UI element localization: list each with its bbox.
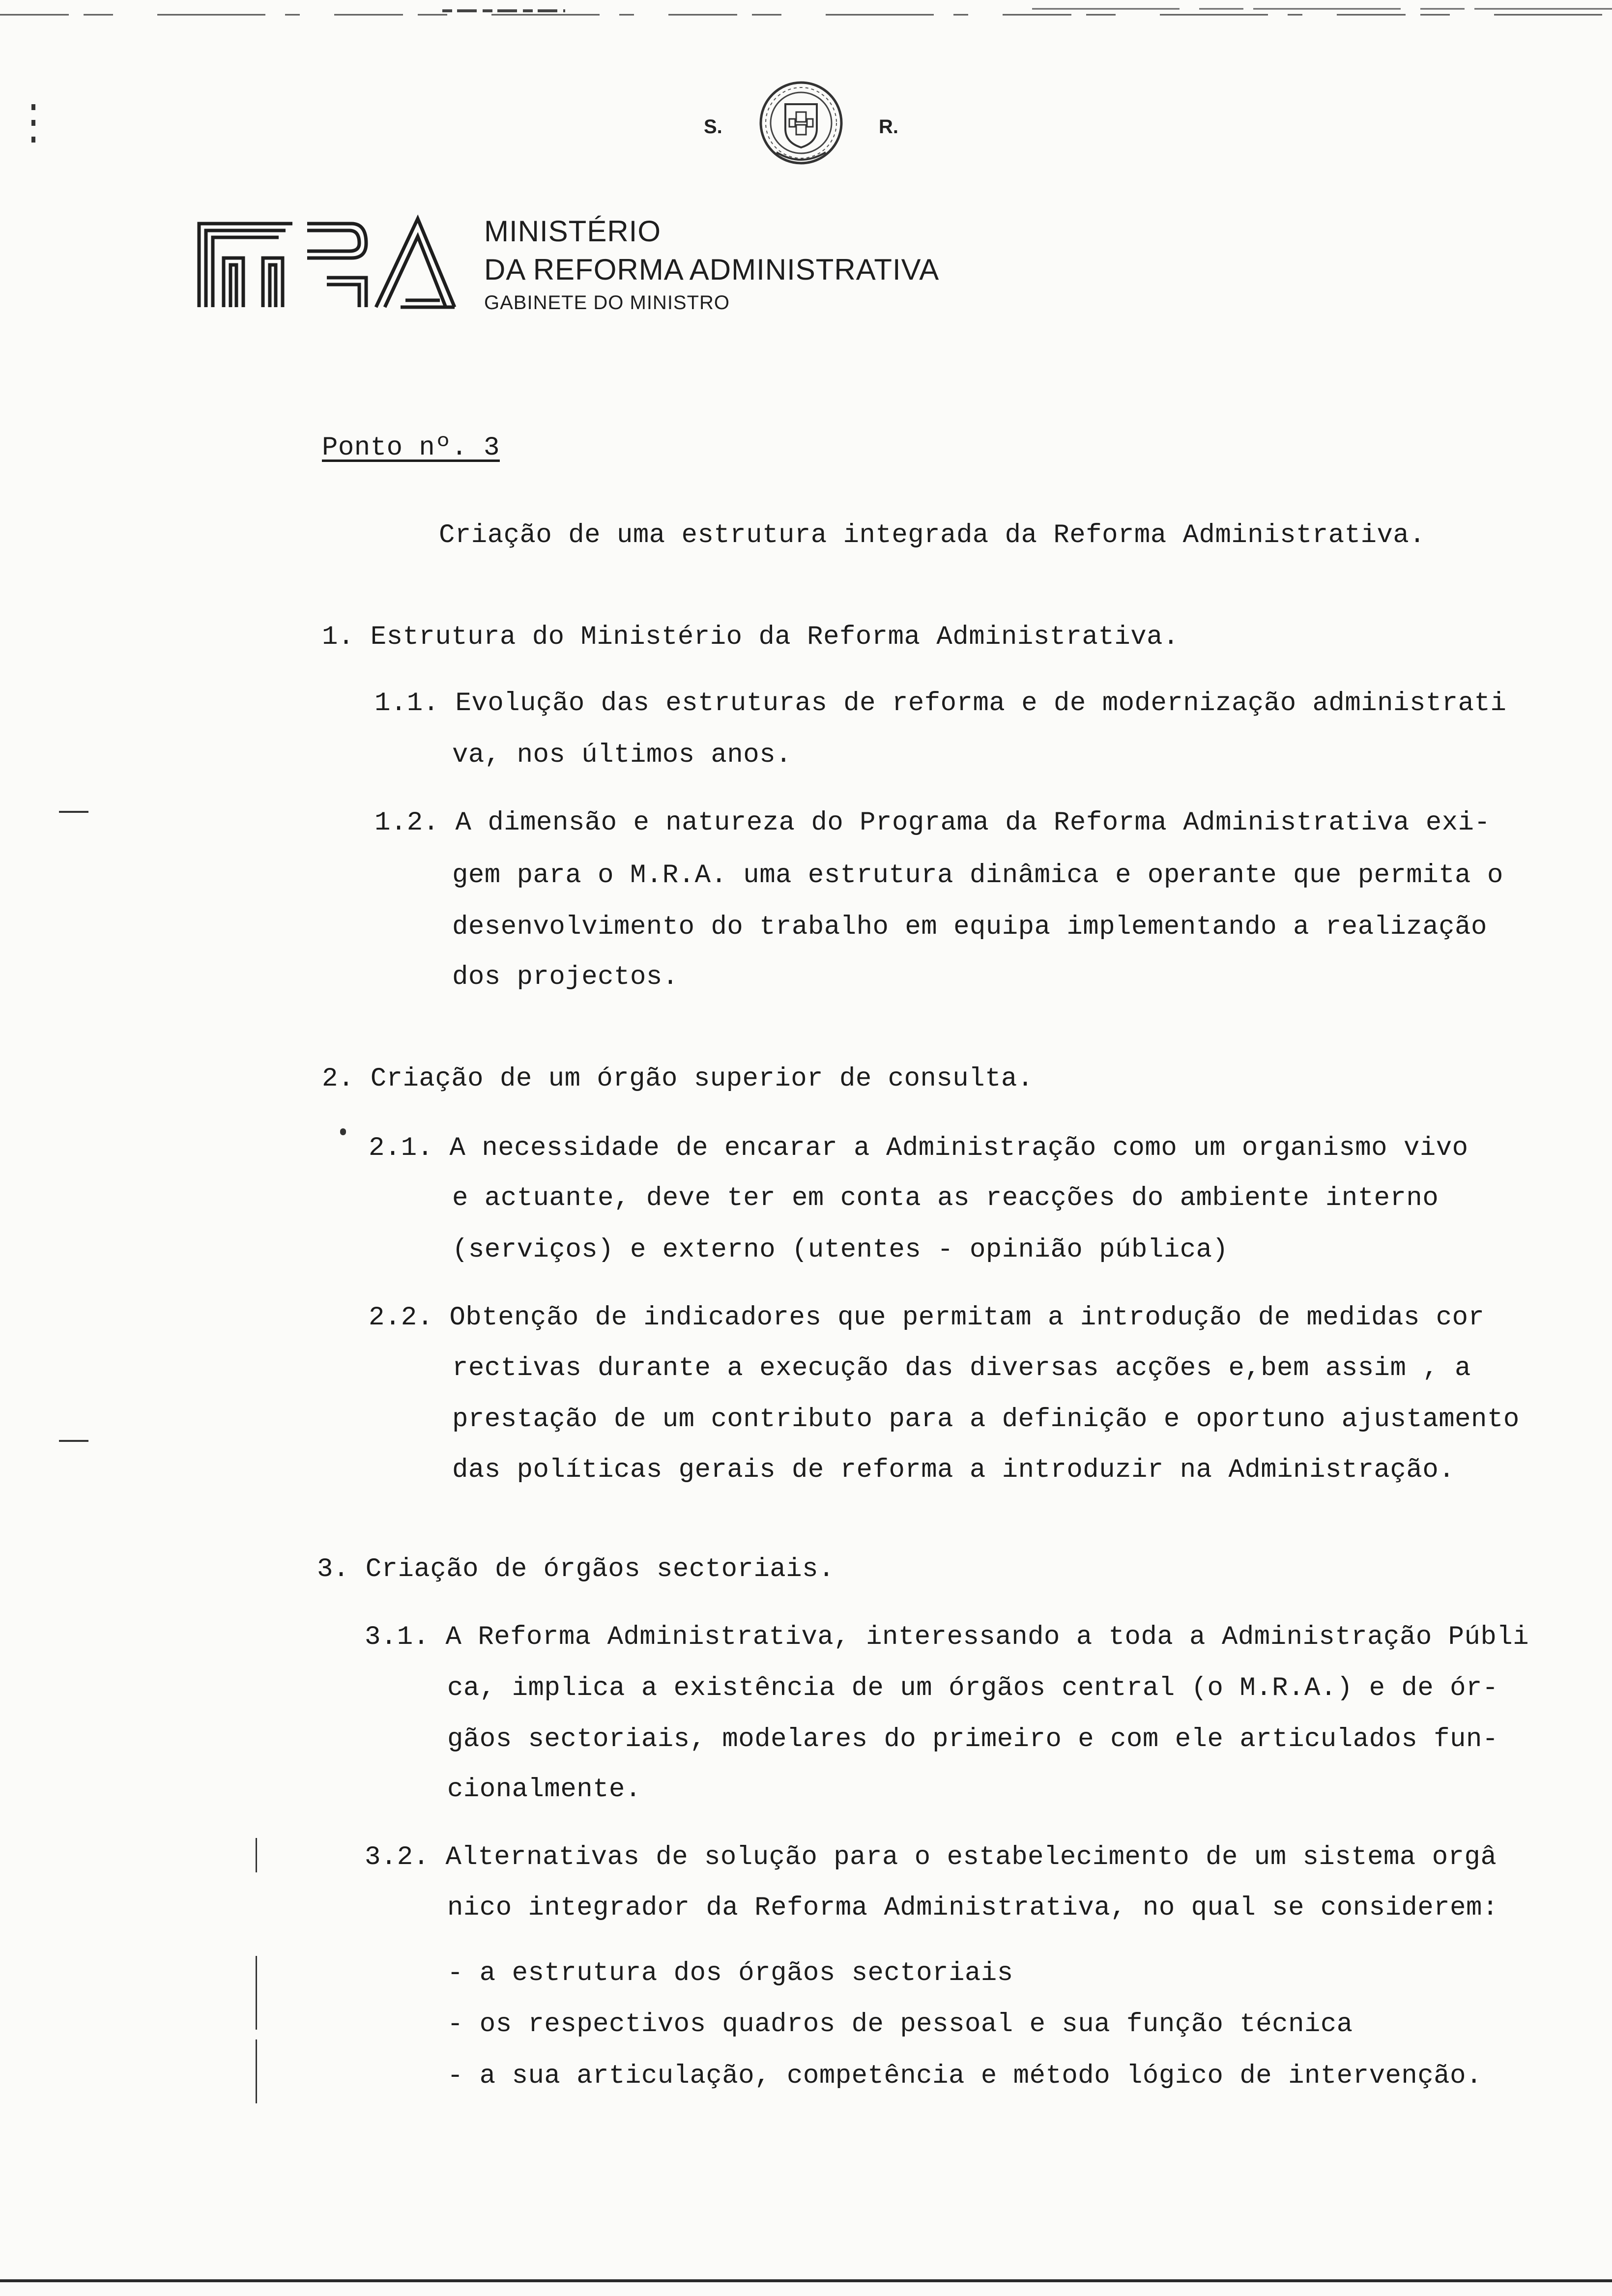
bullet-dot xyxy=(340,1128,346,1135)
point-label: Ponto nº. 3 xyxy=(322,433,500,463)
scan-artifact-left-dash xyxy=(59,1440,88,1442)
scan-artifact-left-dash xyxy=(59,811,88,813)
section-1-2-line: desenvolvimento do trabalho em equipa implementando a realização xyxy=(452,912,1487,942)
scan-artifact-margin-line xyxy=(256,2039,257,2103)
section-1-2-line: gem para o M.R.A. uma estrutura dinâmica e operante que permita o xyxy=(452,861,1503,890)
section-3-1-line: gãos sectoriais, modelares do primeiro e com ele articulados fun- xyxy=(447,1724,1498,1754)
section-2-1-line: 2.1. A necessidade de encarar a Administração como um organismo vivo xyxy=(369,1133,1468,1163)
seal-letter-r: R. xyxy=(879,116,898,138)
section-3-title: 3. Criação de órgãos sectoriais. xyxy=(317,1554,835,1584)
section-2-2-line: prestação de um contributo para a definição e oportuno ajustamento xyxy=(452,1405,1520,1435)
section-3-2-list-item: - a sua articulação, competência e método lógico de intervenção. xyxy=(447,2061,1482,2091)
scan-artifact-margin-line xyxy=(256,1838,257,1872)
ministry-heading xyxy=(484,212,939,316)
section-3-2-line: 3.2. Alternativas de solução para o estabelecimento de um sistema orgâ xyxy=(365,1842,1497,1872)
ministry-title: MINISTÉRIO xyxy=(484,215,662,248)
scan-artifact-bottom xyxy=(0,2279,1612,2282)
section-3-2-list-item: - os respectivos quadros de pessoal e sua função técnica xyxy=(447,2009,1353,2039)
section-1-title: 1. Estrutura do Ministério da Reforma Administrativa. xyxy=(322,622,1179,652)
ministry-office: GABINETE DO MINISTRO xyxy=(484,292,730,314)
mra-logo-icon xyxy=(194,209,460,312)
section-2-2-line: das políticas gerais de reforma a introduzir na Administração. xyxy=(452,1455,1455,1485)
section-3-2-list-item: - a estrutura dos órgãos sectoriais xyxy=(447,1958,1013,1988)
document-subject: Criação de uma estrutura integrada da Reforma Administrativa. xyxy=(439,520,1426,550)
seal-letter-s: S. xyxy=(704,116,722,138)
section-3-1-line: cionalmente. xyxy=(447,1775,641,1805)
section-2-1-line: e actuante, deve ter em conta as reacções do ambiente interno xyxy=(452,1183,1439,1213)
section-3-1-line: 3.1. A Reforma Administrativa, interessando a toda a Administração Públi xyxy=(365,1622,1529,1652)
section-1-1-line: 1.1. Evolução das estruturas de reforma e de modernização administrati xyxy=(374,689,1507,718)
section-3-2-line: nico integrador da Reforma Administrativa, no qual se considerem: xyxy=(447,1893,1498,1923)
scan-artifact-top xyxy=(0,0,1612,18)
section-2-title: 2. Criação de um órgão superior de consulta. xyxy=(322,1064,1034,1094)
seal-group xyxy=(698,74,909,172)
section-2-2-line: 2.2. Obtenção de indicadores que permitam a introdução de medidas cor xyxy=(369,1303,1485,1333)
scan-artifact-left-dot xyxy=(31,137,35,143)
section-1-2-line: 1.2. A dimensão e natureza do Programa da Reforma Administrativa exi- xyxy=(374,808,1491,838)
scan-artifact-left-dot xyxy=(31,104,35,110)
scan-artifact-margin-line xyxy=(256,1956,257,2030)
scan-artifact-left-dot xyxy=(31,120,35,126)
ministry-subtitle: DA REFORMA ADMINISTRATIVA xyxy=(484,253,940,286)
section-2-2-line: rectivas durante a execução das diversas acções e,bem assim , a xyxy=(452,1353,1471,1383)
section-2-1-line: (serviços) e externo (utentes - opinião pública) xyxy=(452,1235,1229,1265)
section-1-2-line: dos projectos. xyxy=(452,962,679,992)
coat-of-arms-seal-icon xyxy=(747,74,855,172)
section-3-1-line: ca, implica a existência de um órgãos central (o M.R.A.) e de ór- xyxy=(447,1673,1498,1703)
section-1-1-line: va, nos últimos anos. xyxy=(452,740,792,770)
